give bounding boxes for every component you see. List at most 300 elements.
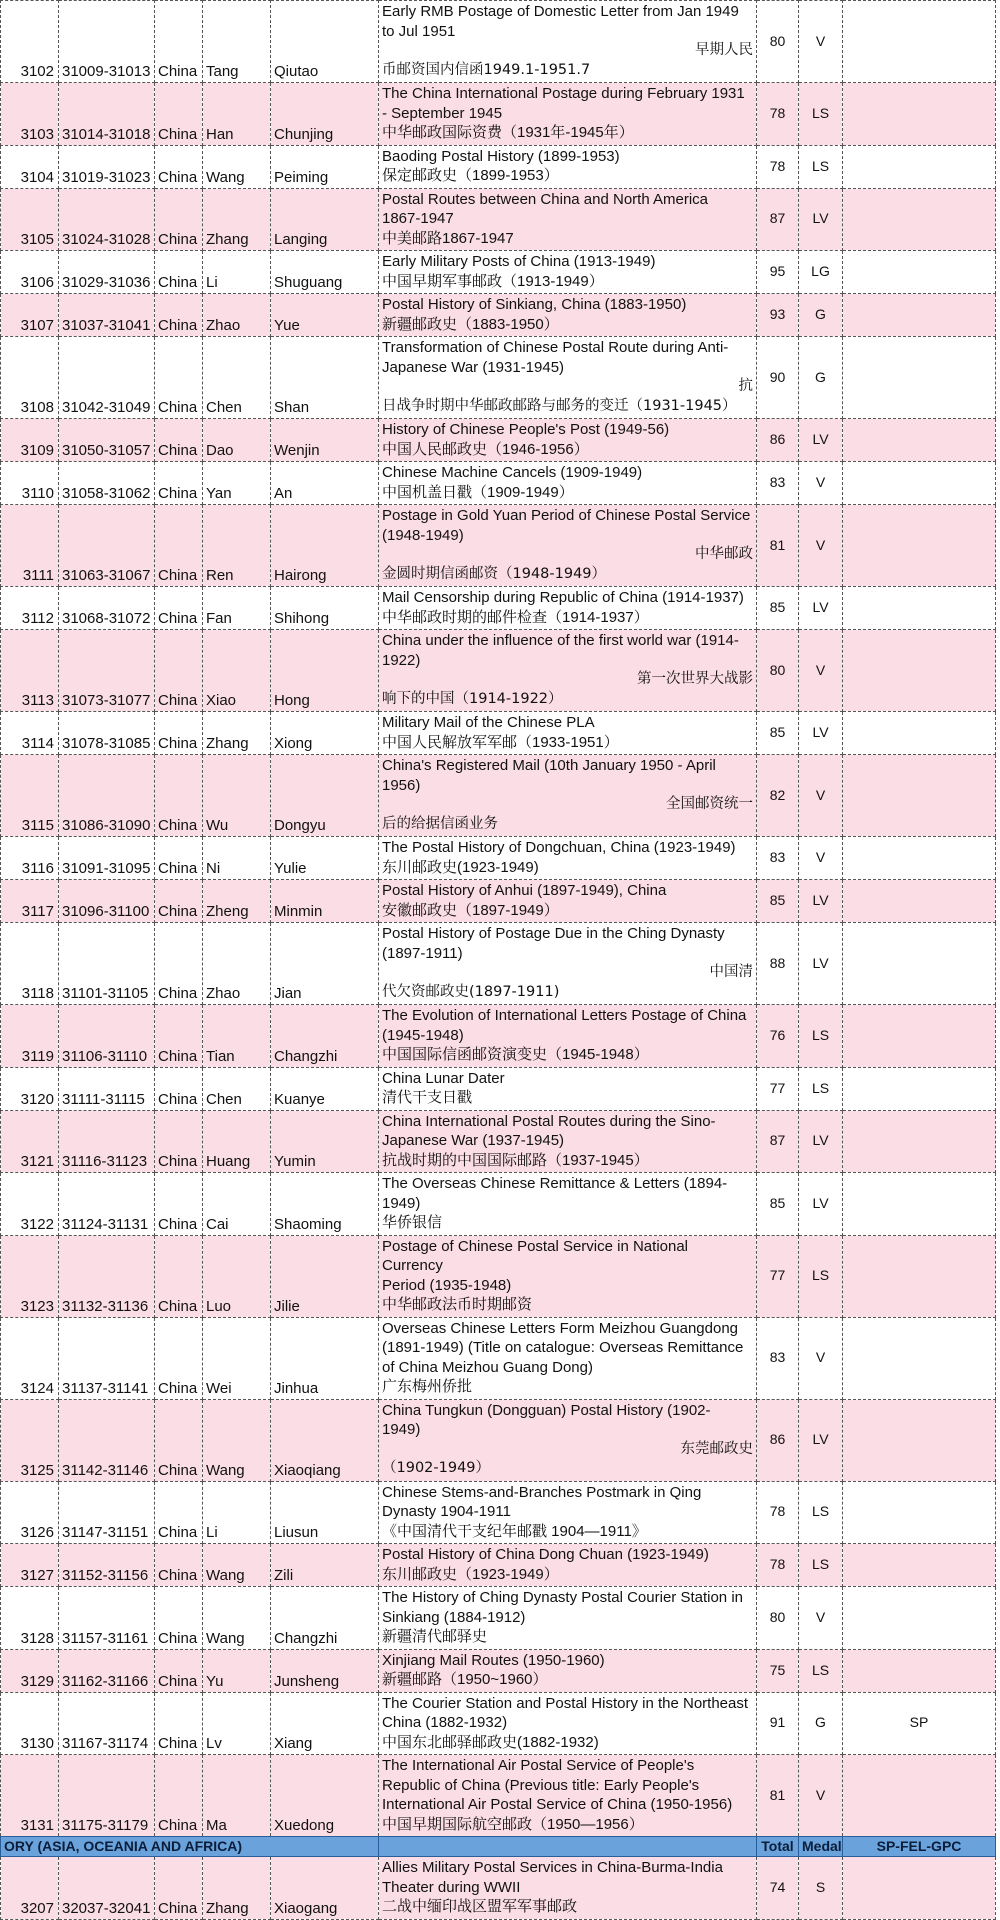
frame-range: 31175-31179 [59,1755,155,1837]
given-name: Xiang [271,1692,379,1755]
exhibit-title-line: 中国国际信函邮资演变史（1945-1948） [382,1046,649,1063]
exhibit-title-line: Sinkiang (1884-1912) [382,1608,526,1626]
points: 80 [757,1,799,83]
country: China [155,630,203,712]
special-prize [843,1317,996,1399]
given-name: Liusun [271,1481,379,1544]
special-prize [843,419,996,462]
exhibit-title [379,1692,757,1755]
country: China [155,712,203,755]
surname: Ren [203,505,271,587]
exhibit-title [379,188,757,251]
frame-range: 31029-31036 [59,251,155,294]
entry-number: 3125 [1,1399,59,1481]
medal: LS [799,1235,843,1317]
exhibit-title [379,1544,757,1587]
special-prize [843,880,996,923]
exhibit-title-line: The History of Ching Dynasty Postal Courier Station in [382,1589,743,1606]
exhibit-title-chinese-start: 中国清 [709,964,753,980]
entry-number: 3116 [1,837,59,880]
exhibit-title-line: Postal History of Sinkiang, China (1883-1950) [382,296,687,313]
special-prize [843,1110,996,1173]
exhibit-title-line: Allies Military Postal Services in China-Burma-India [382,1859,723,1876]
exhibit-title-line: 中国早期军事邮政（1913-1949） [382,272,604,290]
country: China [155,505,203,587]
special-prize [843,712,996,755]
surname: Xiao [203,630,271,712]
given-name: Xuedong [271,1755,379,1837]
entry-number: 3113 [1,630,59,712]
exhibit-title-line: Mail Censorship during Republic of China (1914-1937) [382,589,744,606]
exhibit-title-chinese-rest: 代欠资邮政史(1897-1911) [382,983,560,1000]
surname: Yu [203,1649,271,1692]
exhibit-title [379,145,757,188]
given-name: Wenjin [271,419,379,462]
entry-number: 3120 [1,1067,59,1110]
country: China [155,145,203,188]
points: 90 [757,337,799,419]
exhibit-title-chinese-start: 第一次世界大战影 [637,671,753,687]
surname: Wang [203,1587,271,1650]
points: 91 [757,1692,799,1755]
given-name: Hong [271,630,379,712]
exhibit-title-chinese-rest: 后的给据信函业务 [382,815,498,832]
special-prize [843,1399,996,1481]
table-row [1,1110,996,1173]
exhibit-title-line: China's Registered Mail (10th January 1950 - April [382,757,716,774]
table-row [1,83,996,146]
surname: Wang [203,1399,271,1481]
points: 86 [757,419,799,462]
exhibit-title [379,880,757,923]
exhibit-title-line: Chinese Machine Cancels (1909-1949) [382,464,643,481]
exhibit-title-chinese-start: 抗 [738,378,753,394]
medal: LV [799,712,843,755]
entry-number: 3129 [1,1649,59,1692]
points: 78 [757,83,799,146]
medal: LS [799,1005,843,1068]
exhibit-title [379,1067,757,1110]
surname: Wang [203,145,271,188]
special-prize [843,1755,996,1837]
given-name: Yumin [271,1110,379,1173]
exhibit-title-chinese-start: 中华邮政 [695,546,753,562]
country: China [155,83,203,146]
special-prize [843,188,996,251]
country: China [155,1317,203,1399]
country: China [155,1544,203,1587]
exhibit-title [379,837,757,880]
exhibit-title [379,1173,757,1236]
country: China [155,1110,203,1173]
surname: Zheng [203,880,271,923]
country: China [155,1173,203,1236]
given-name: Shaoming [271,1173,379,1236]
medal: V [799,1,843,83]
surname: Cai [203,1173,271,1236]
frame-range: 31101-31105 [59,923,155,1005]
frame-range: 31091-31095 [59,837,155,880]
exhibit-title [379,1235,757,1317]
frame-range: 31024-31028 [59,188,155,251]
medal: LS [799,83,843,146]
country: China [155,755,203,837]
given-name: Junsheng [271,1649,379,1692]
frame-range: 31157-31161 [59,1587,155,1650]
medal: LV [799,880,843,923]
exhibit-title [379,251,757,294]
exhibit-title-line: 中华邮政时期的邮件检查（1914-1937） [382,608,649,626]
section-header-total: Total [757,1837,799,1857]
exhibit-title-line: 保定邮政史（1899-1953） [382,167,559,184]
exhibit-title-line: 1922) [382,651,421,669]
exhibit-title-chinese-rest: 响下的中国（1914-1922） [382,690,563,707]
medal: LS [799,1481,843,1544]
exhibit-title [379,1857,757,1920]
exhibit-title-line: 东川邮政史(1923-1949) [382,858,539,876]
exhibit-title-line: The International Air Postal Service of People's [382,1757,695,1774]
entry-number: 3102 [1,1,59,83]
frame-range: 31068-31072 [59,587,155,630]
entry-number: 3121 [1,1110,59,1173]
exhibit-title-line: Postal History of Anhui (1897-1949), China [382,882,667,899]
exhibit-title-line: - September 1945 [382,104,503,122]
points: 85 [757,880,799,923]
exhibit-title [379,505,757,587]
entry-number: 3207 [1,1857,59,1920]
points: 85 [757,1173,799,1236]
given-name: Jilie [271,1235,379,1317]
results-rows-continued [1,1857,996,1920]
table-row [1,419,996,462]
country: China [155,1399,203,1481]
surname: Zhang [203,1857,271,1920]
special-prize [843,1235,996,1317]
exhibit-title [379,755,757,837]
frame-range: 31106-31110 [59,1005,155,1068]
given-name: Jian [271,923,379,1005]
exhibit-title-line: China Lunar Dater [382,1069,505,1087]
special-prize [843,923,996,1005]
exhibit-title-line: Postage of Chinese Postal Service in National Currency [382,1237,689,1274]
special-prize [843,505,996,587]
table-row [1,337,996,419]
table-row [1,880,996,923]
given-name: Xiong [271,712,379,755]
medal: LV [799,1399,843,1481]
medal: G [799,294,843,337]
medal: LV [799,587,843,630]
country: China [155,188,203,251]
special-prize [843,837,996,880]
given-name: Changzhi [271,1005,379,1068]
special-prize [843,1067,996,1110]
exhibit-title-line: Republic of China (Previous title: Early People's [382,1776,700,1794]
surname: Zhang [203,188,271,251]
surname: Wei [203,1317,271,1399]
points: 86 [757,1399,799,1481]
exhibit-title-line: to Jul 1951 [382,22,456,40]
exhibit-title-chinese-rest: （1902-1949） [382,1460,491,1476]
exhibit-title-line: Postal History of Postage Due in the Ching Dynasty [382,925,725,942]
exhibit-title-line: Postal Routes between China and North America [382,190,709,208]
points: 75 [757,1649,799,1692]
table-row [1,1173,996,1236]
special-prize [843,1649,996,1692]
given-name: Chunjing [271,83,379,146]
exhibit-title-line: 东川邮政史（1923-1949） [382,1565,559,1583]
exhibit-title-line: The Postal History of Dongchuan, China (1923-1949) [382,839,736,856]
frame-range: 31014-31018 [59,83,155,146]
points: 88 [757,923,799,1005]
exhibit-title [379,630,757,712]
given-name: Hairong [271,505,379,587]
exhibit-title-line: China under the influence of the first world war (1914- [382,632,739,649]
entry-number: 3105 [1,188,59,251]
given-name: Peiming [271,145,379,188]
frame-range: 31019-31023 [59,145,155,188]
table-row [1,1317,996,1399]
entry-number: 3127 [1,1544,59,1587]
table-row [1,1067,996,1110]
medal: V [799,755,843,837]
exhibit-title-chinese-rest: 日战争时期中华邮政邮路与邮务的变迁（1931-1945） [382,397,737,414]
entry-number: 3111 [1,505,59,587]
frame-range: 31116-31123 [59,1110,155,1173]
exhibit-title-line: 中国早期国际航空邮政（1950—1956） [382,1815,644,1833]
given-name: An [271,462,379,505]
exhibit-title-line: Early Military Posts of China (1913-1949) [382,253,656,270]
exhibit-title-line: Dynasty 1904-1911 [382,1503,511,1520]
table-row [1,755,996,837]
frame-range: 31162-31166 [59,1649,155,1692]
points: 78 [757,145,799,188]
frame-range: 31063-31067 [59,505,155,587]
country: China [155,1067,203,1110]
given-name: Minmin [271,880,379,923]
medal: LS [799,1544,843,1587]
exhibit-title [379,294,757,337]
exhibit-title-line: 中国东北邮驿邮政史(1882-1932) [382,1733,599,1751]
entry-number: 3123 [1,1235,59,1317]
exhibit-title-line: (1948-1949) [382,526,464,544]
frame-range: 31147-31151 [59,1481,155,1544]
given-name: Dongyu [271,755,379,837]
given-name: Jinhua [271,1317,379,1399]
table-row [1,837,996,880]
given-name: Shihong [271,587,379,630]
country: China [155,1005,203,1068]
surname: Chen [203,337,271,419]
country: China [155,251,203,294]
medal: V [799,837,843,880]
exhibit-title [379,1399,757,1481]
entry-number: 3112 [1,587,59,630]
points: 77 [757,1067,799,1110]
surname: Luo [203,1235,271,1317]
table-row [1,145,996,188]
exhibit-title-line: Early RMB Postage of Domestic Letter from Jan 1949 [382,3,739,20]
exhibit-title [379,1,757,83]
country: China [155,1587,203,1650]
table-row [1,1692,996,1755]
table-row [1,1,996,83]
frame-range: 31058-31062 [59,462,155,505]
exhibit-title-line: 1867-1947 [382,210,454,227]
exhibit-title-line: 华侨银信 [382,1214,443,1231]
table-row [1,1857,996,1920]
table-row [1,1481,996,1544]
given-name: Xiaoqiang [271,1399,379,1481]
table-row [1,1399,996,1481]
exhibit-title-line: 中华邮政国际资费（1931年-1945年） [382,124,634,141]
entry-number: 3106 [1,251,59,294]
table-row [1,1649,996,1692]
exhibit-title-line: 抗战时期的中国国际邮路（1937-1945） [382,1151,649,1169]
points: 93 [757,294,799,337]
exhibit-title-line: 1956) [382,776,421,794]
exhibit-title-line: (1891-1949) (Title on catalogue: Overseas Remittance [382,1339,744,1356]
section-header-row [1,1837,996,1857]
points: 80 [757,1587,799,1650]
medal: V [799,1317,843,1399]
entry-number: 3104 [1,145,59,188]
medal: V [799,505,843,587]
frame-range: 31137-31141 [59,1317,155,1399]
exhibit-title-line: Theater during WWII [382,1878,521,1896]
frame-range: 31037-31041 [59,294,155,337]
exhibit-title-line: (1945-1948) [382,1026,464,1044]
medal: LV [799,1110,843,1173]
given-name: Xiaogang [271,1857,379,1920]
medal: LV [799,419,843,462]
section-header-label: ORY (ASIA, OCEANIA AND AFRICA) [1,1837,379,1857]
frame-range: 31086-31090 [59,755,155,837]
exhibit-title-line: 《中国清代干支纪年邮戳 1904—1911》 [382,1522,647,1540]
country: China [155,1235,203,1317]
surname: Zhang [203,712,271,755]
surname: Ni [203,837,271,880]
table-row [1,188,996,251]
table-row [1,505,996,587]
table-row [1,251,996,294]
entry-number: 3124 [1,1317,59,1399]
points: 85 [757,587,799,630]
surname: Huang [203,1110,271,1173]
points: 78 [757,1544,799,1587]
exhibit-title-chinese-start: 东莞邮政史 [680,1440,753,1457]
exhibit-title-line: Military Mail of the Chinese PLA [382,714,595,731]
surname: Wu [203,755,271,837]
points: 83 [757,462,799,505]
exhibit-title-line: 二战中缅印战区盟军军事邮政 [382,1898,578,1915]
points: 78 [757,1481,799,1544]
frame-range: 31009-31013 [59,1,155,83]
medal: LS [799,1067,843,1110]
medal: LS [799,1649,843,1692]
exhibit-title-line: 中国人民解放军军邮（1933-1951） [382,733,619,751]
country: China [155,1,203,83]
points: 77 [757,1235,799,1317]
exhibit-title-line: 新疆邮政史（1883-1950） [382,315,559,333]
entry-number: 3126 [1,1481,59,1544]
table-row [1,923,996,1005]
frame-range: 31124-31131 [59,1173,155,1236]
surname: Dao [203,419,271,462]
exhibit-title [379,1005,757,1068]
table-row [1,1587,996,1650]
surname: Yan [203,462,271,505]
exhibit-title-line: Baoding Postal History (1899-1953) [382,147,620,165]
exhibit-title [379,1755,757,1837]
medal: S [799,1857,843,1920]
exhibit-title [379,83,757,146]
points: 81 [757,1755,799,1837]
table-row [1,462,996,505]
given-name: Shuguang [271,251,379,294]
exhibit-title-line: Postal History of China Dong Chuan (1923-1949) [382,1546,709,1563]
entry-number: 3131 [1,1755,59,1837]
given-name: Yue [271,294,379,337]
special-prize [843,1587,996,1650]
table-row [1,294,996,337]
special-prize [843,1173,996,1236]
given-name: Langing [271,188,379,251]
given-name: Changzhi [271,1587,379,1650]
exhibit-title-line: of China Meizhou Guang Dong) [382,1358,593,1376]
frame-range: 31050-31057 [59,419,155,462]
medal: LG [799,251,843,294]
special-prize: SP [843,1692,996,1755]
table-row [1,712,996,755]
points: 74 [757,1857,799,1920]
points: 80 [757,630,799,712]
special-prize [843,1481,996,1544]
frame-range: 31142-31146 [59,1399,155,1481]
points: 81 [757,505,799,587]
points: 76 [757,1005,799,1068]
entry-number: 3108 [1,337,59,419]
points: 87 [757,188,799,251]
exhibit-title-line: Xinjiang Mail Routes (1950-1960) [382,1651,605,1669]
points: 83 [757,1317,799,1399]
points: 85 [757,712,799,755]
entry-number: 3119 [1,1005,59,1068]
points: 83 [757,837,799,880]
exhibit-title-line: (1897-1911) [382,944,463,962]
exhibit-title-line: History of Chinese People's Post (1949-56) [382,421,670,438]
frame-range: 32037-32041 [59,1857,155,1920]
results-rows [1,1,996,1837]
country: China [155,1692,203,1755]
table-row [1,1544,996,1587]
entry-number: 3130 [1,1692,59,1755]
exhibit-title-line: 中国机盖日戳（1909-1949） [382,483,574,501]
exhibit-title-line: 中美邮路1867-1947 [382,229,514,247]
exhibit-title [379,1110,757,1173]
medal: V [799,1587,843,1650]
exhibit-title [379,712,757,755]
entry-number: 3115 [1,755,59,837]
exhibit-title-line: Postage in Gold Yuan Period of Chinese Postal Service [382,507,751,524]
exhibit-title-line: Period (1935-1948) [382,1276,512,1294]
country: China [155,587,203,630]
medal: G [799,1692,843,1755]
exhibit-title-line: Chinese Stems-and-Branches Postmark in Qing [382,1483,702,1501]
country: China [155,880,203,923]
points: 95 [757,251,799,294]
exhibit-title-line: The Courier Station and Postal History in the Northeast [382,1694,749,1712]
